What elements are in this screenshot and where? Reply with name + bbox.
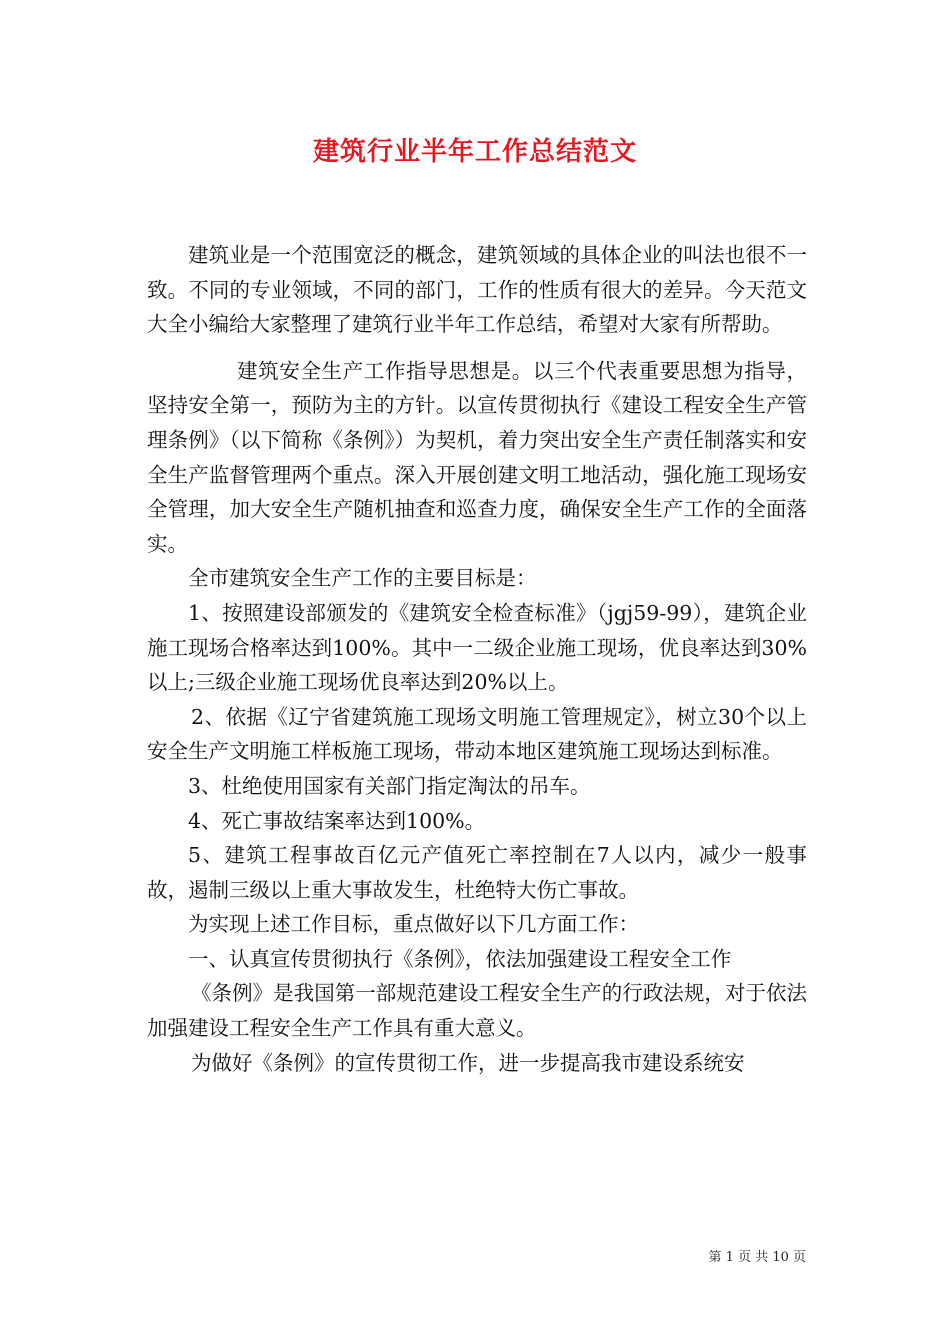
paragraph-main-goals-heading: 全市建筑安全生产工作的主要目标是：: [188, 566, 537, 591]
paragraph-goal-2: 2、依据《辽宁省建筑施工现场文明施工管理规定》，树立30个以上安全生产文明施工样板施工现场，带动本地区建筑施工现场达到标准。: [147, 704, 807, 764]
paragraph-intro: 建筑业是一个范围宽泛的概念，建筑领域的具体企业的叫法也很不一致。不同的专业领域，不同的部门，工作的性质有很大的差异。今天范文大全小编给大家整理了建筑行业半年工作总结，希望对大家有所帮助。: [147, 243, 807, 337]
paragraph-work-focus: 为实现上述工作目标，重点做好以下几方面工作：: [188, 912, 639, 937]
paragraph-goal-5: 5、建筑工程事故百亿元产值死亡率控制在7人以内，减少一般事故，遏制三级以上重大事故发生，杜绝特大伤亡事故。: [147, 843, 807, 902]
paragraph-goal-4: 4、死亡事故结案率达到100%。: [188, 808, 486, 833]
paragraph-guiding-thought: 建筑安全生产工作指导思想是。以三个代表重要思想为指导，坚持安全第一，预防为主的方针。以宣传贯彻执行《建设工程安全生产管理条例》（以下简称《条例》）为契机，着力突出安全生产责任制落实和安全生产监督管理两个重点。深入开展创建文明工地活动，强化施工现场安全管理，加大安全生产随机抽查和巡查力度，确保安全生产工作的全面落实。: [147, 358, 807, 556]
paragraph-goal-3: 3、杜绝使用国家有关部门指定淘汰的吊车。: [188, 773, 591, 798]
paragraph-publicity: 为做好《条例》的宣传贯彻工作，进一步提高我市建设系统安: [191, 1050, 745, 1075]
page-number: 第 1 页 共 10 页: [708, 1250, 806, 1265]
section-heading-1: 一、认真宣传贯彻执行《条例》，依法加强建设工程安全工作: [188, 946, 732, 971]
paragraph-regulation: 《条例》是我国第一部规范建设工程安全生产的行政法规，对于依法加强建设工程安全生产工作具有重大意义。: [147, 981, 807, 1041]
document-body: [147, 238, 807, 1080]
document-title: 建筑行业半年工作总结范文: [312, 137, 637, 167]
paragraph-goal-1: 1、按照建设部颁发的《建筑安全检查标准》（jgj59-99），建筑企业施工现场合格率达到100%。其中一二级企业施工现场，优良率达到30%以上;三级企业施工现场优良率达到20%以上。: [147, 600, 807, 695]
